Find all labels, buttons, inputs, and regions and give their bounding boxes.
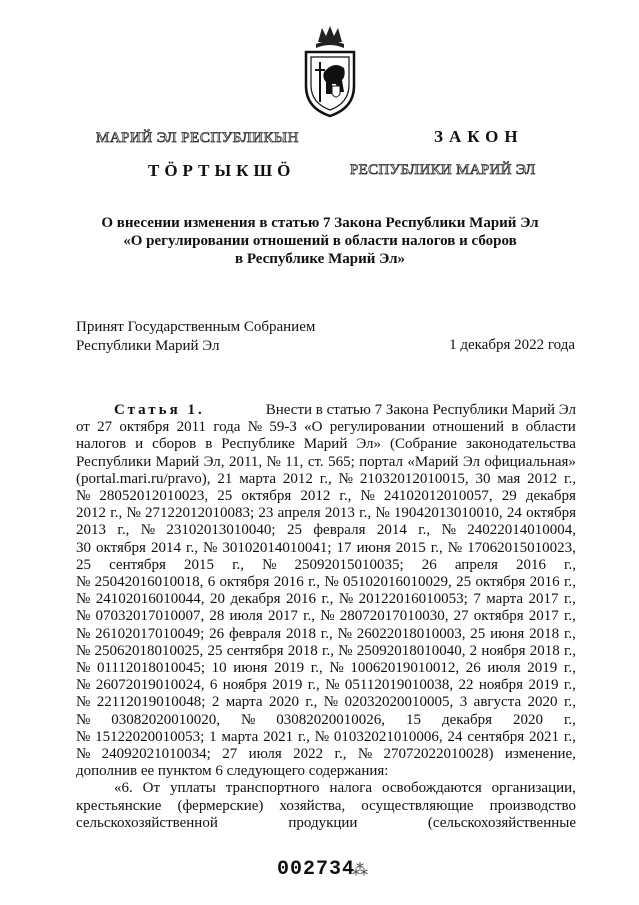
article-line: № 28052012010023, 25 октября 2012 г., № 24102012010057, 29 декабря: [76, 488, 576, 505]
article-line: № 26102017010049; 26 февраля 2018 г., № 26022018010003, 25 июня 2018 г.,: [76, 625, 576, 642]
law-title-line: в Республике Марий Эл»: [234, 251, 406, 267]
article-first-line: [76, 402, 576, 419]
article-line: 30 октября 2014 г., № 30102014010041; 17 июня 2015 г., № 17062015010023,: [76, 539, 576, 556]
header-right-line2: РЕСПУБЛИКИ МАРИЙ ЭЛ: [350, 162, 536, 178]
law-title-line: «О регулировании отношений в области налогов и сборов: [123, 233, 517, 249]
article-line: № 26072019010024, 6 ноября 2019 г., № 05112019010038, 22 ноября 2019 г.,: [76, 677, 576, 694]
article-line: сельскохозяйственной продукции (сельскохозяйственные: [76, 814, 576, 831]
article-line: № 25042016010018, 6 октября 2016 г., № 05102016010029, 25 октября 2016 г.,: [76, 574, 576, 591]
article-line: № 07032017010007, 28 июля 2017 г., № 28072017010030, 27 октября 2017 г.,: [76, 608, 576, 625]
adoption-line: Республики Марий Эл: [76, 338, 220, 354]
law-title-line: О внесении изменения в статью 7 Закона Республики Марий Эл: [101, 215, 539, 231]
article-line: № 15122020010053; 1 марта 2021 г., № 01032021010006, 24 сентября 2021 г.,: [76, 728, 576, 745]
article-line: № 01112018010045; 10 июня 2019 г., № 10062019010012, 26 июля 2019 г.,: [76, 660, 576, 677]
header-right-line1: ЗАКОН: [434, 127, 524, 146]
article-text: Внести в статью 7 Закона Республики Марий Эл: [265, 402, 576, 418]
adoption-line: Принят Государственным Собранием: [76, 319, 316, 335]
article-line: 2013 г., № 23102013010040; 25 февраля 2014 г., № 24022014010004,: [76, 522, 576, 539]
article-line: дополнив ее пунктом 6 следующего содержания:: [76, 763, 389, 780]
adoption-date: 1 декабря 2022 года: [449, 337, 575, 353]
document-number-stamp: 002734: [277, 858, 356, 881]
header-left-line2: ТӦРТЫКШӦ: [148, 161, 296, 180]
adoption-block: [76, 318, 315, 356]
article-line: 25 сентября 2015 г., № 25092015010035; 26 апреля 2016 г.,: [76, 556, 576, 573]
article-line: Республики Марий Эл, 2011, № 11, ст. 565; портал «Марий Эл официальная»: [76, 453, 576, 470]
coat-of-arms-emblem: [298, 22, 362, 118]
article-line: № 25062018010025, 25 сентября 2018 г., № 25092018010040, 2 ноября 2018 г.,: [76, 642, 576, 659]
article-line: № 03082020010020, № 03082020010026, 15 декабря 2020 г.,: [76, 711, 576, 728]
article-line: № 22112019010048; 2 марта 2020 г., № 02032020010005, 3 августа 2020 г.,: [76, 694, 576, 711]
quote-first-line: «6. От уплаты транспортного налога освобождаются организации,: [114, 780, 576, 797]
article-line: (portal.mari.ru/pravo), 21 марта 2012 г., № 21032012010015, 30 мая 2012 г.,: [76, 470, 576, 487]
article-label: Статья 1.: [114, 402, 205, 418]
article-line: от 27 октября 2011 года № 59-З «О регулировании отношений в области: [76, 419, 576, 436]
article-line: крестьянские (фермерские) хозяйства, осуществляющие производство: [76, 797, 576, 814]
article-line: № 24092021010034; 27 июля 2022 г., № 27072022010028) изменение,: [76, 746, 576, 763]
article-line: 2012 г., № 27122012010083; 23 апреля 2013 г., № 19042013010010, 24 октября: [76, 505, 576, 522]
article-line: налогов и сборов в Республике Марий Эл» (Собрание законодательства: [76, 436, 576, 453]
article-body: [76, 402, 576, 832]
law-title: [60, 214, 580, 268]
header-left-line1: МАРИЙ ЭЛ РЕСПУБЛИКЫН: [96, 130, 299, 146]
article-line: № 24102016010044, 20 декабря 2016 г., № 20122016010053; 7 марта 2017 г.,: [76, 591, 576, 608]
stamp-mark-icon: ⁂: [352, 862, 368, 879]
